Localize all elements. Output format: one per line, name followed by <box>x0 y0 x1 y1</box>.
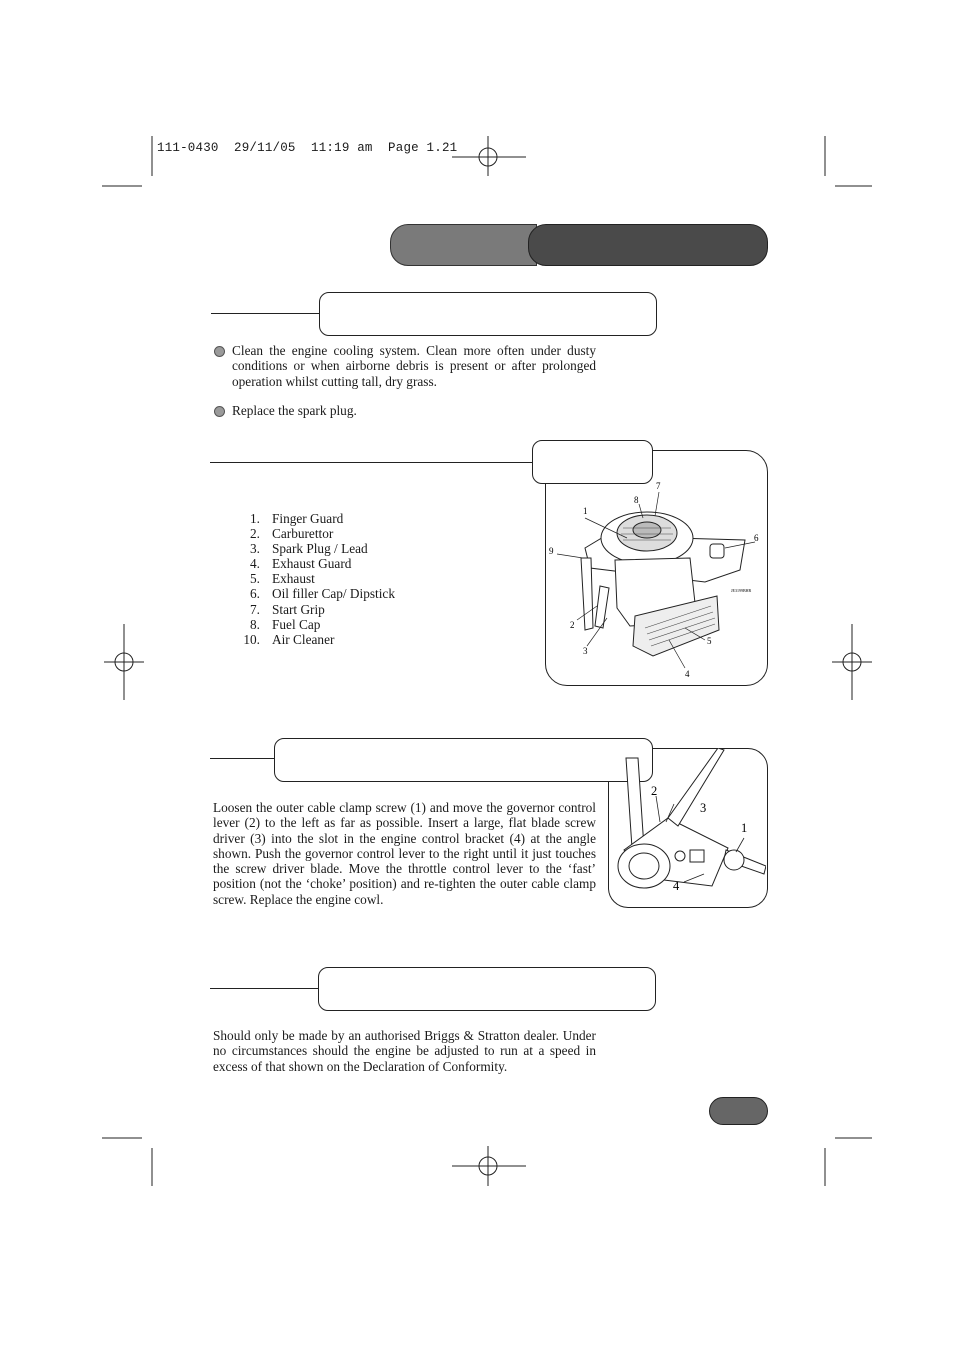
figure-label: 1 <box>583 506 588 516</box>
list-item: 5. Exhaust <box>250 571 315 587</box>
section4-paragraph: Should only be made by an authorised Briggs & Stratton dealer. Under no circumstances should the engine be adjusted to run at a speed in excess of that shown on the Declaration of Conformity. <box>213 1028 596 1074</box>
section4-rule <box>210 988 320 989</box>
header-tab-left <box>390 224 537 266</box>
print-slug: 111-0430 29/11/05 11:19 am Page 1.21 <box>157 141 458 155</box>
figure-label: 5 <box>707 636 712 646</box>
section1-heading-box <box>319 292 657 336</box>
figure-label: 2 <box>570 620 575 630</box>
list-item: 3. Spark Plug / Lead <box>250 541 368 557</box>
list-item: 2. Carburettor <box>250 526 334 542</box>
list-item: 8. Fuel Cap <box>250 616 321 632</box>
list-item: 6. Oil filler Cap/ Dipstick <box>250 586 395 602</box>
page-number-pill <box>709 1097 768 1125</box>
figure-label: 7 <box>656 481 661 491</box>
figure-label: 9 <box>549 546 554 556</box>
list-item: 4. Exhaust Guard <box>250 556 352 572</box>
section1-bullets <box>214 343 596 418</box>
section3-paragraph: Loosen the outer cable clamp screw (1) and move the governor control lever (2) to the left as far as possible. Insert a large, flat blade screw driver (3) into the slot in the engine control bracket (4) at the angle shown. Push the governor control lever to the right until it just touches the screw driver blade. Move the throttle control lever to the ‘fast’ position (not the ‘choke’ position) and re-tighten the outer cable clamp screw. Replace the engine cowl. <box>213 800 596 907</box>
bullet-dot-icon <box>214 346 225 357</box>
figure-label: 4 <box>685 669 690 679</box>
bullet-text: Replace the spark plug. <box>232 402 357 418</box>
figure-label: 1 <box>741 821 748 835</box>
bullet-text: Clean the engine cooling system. Clean more often under dusty conditions or when airborne debris is present or after prolonged operation whilst cutting tall, dry grass. <box>232 343 596 389</box>
bullet-item <box>214 403 596 418</box>
list-item: 1. Finger Guard <box>250 511 344 526</box>
figure-label: 4 <box>673 879 680 893</box>
figure-label: 2 <box>651 784 658 798</box>
bullet-item <box>214 343 596 389</box>
list-item: 7. Start Grip <box>250 601 325 617</box>
bullet-dot-icon <box>214 406 225 417</box>
section3-rule <box>210 758 276 759</box>
parts-list <box>234 511 474 647</box>
section2-rule <box>210 462 534 463</box>
list-item: 10. Air Cleaner <box>243 631 335 647</box>
section3-heading-box <box>274 738 653 782</box>
governor-illustration <box>608 748 766 906</box>
section4-heading-box <box>318 967 656 1011</box>
section1-rule <box>211 313 321 314</box>
engine-illustration <box>545 478 766 683</box>
figure-label: 8 <box>634 495 639 505</box>
figure-label: 3 <box>700 801 707 815</box>
header-tab-right <box>528 224 768 266</box>
figure-code: JE3199BHR <box>731 588 752 593</box>
figure-label: 3 <box>583 646 588 656</box>
figure-label: 6 <box>754 533 759 543</box>
